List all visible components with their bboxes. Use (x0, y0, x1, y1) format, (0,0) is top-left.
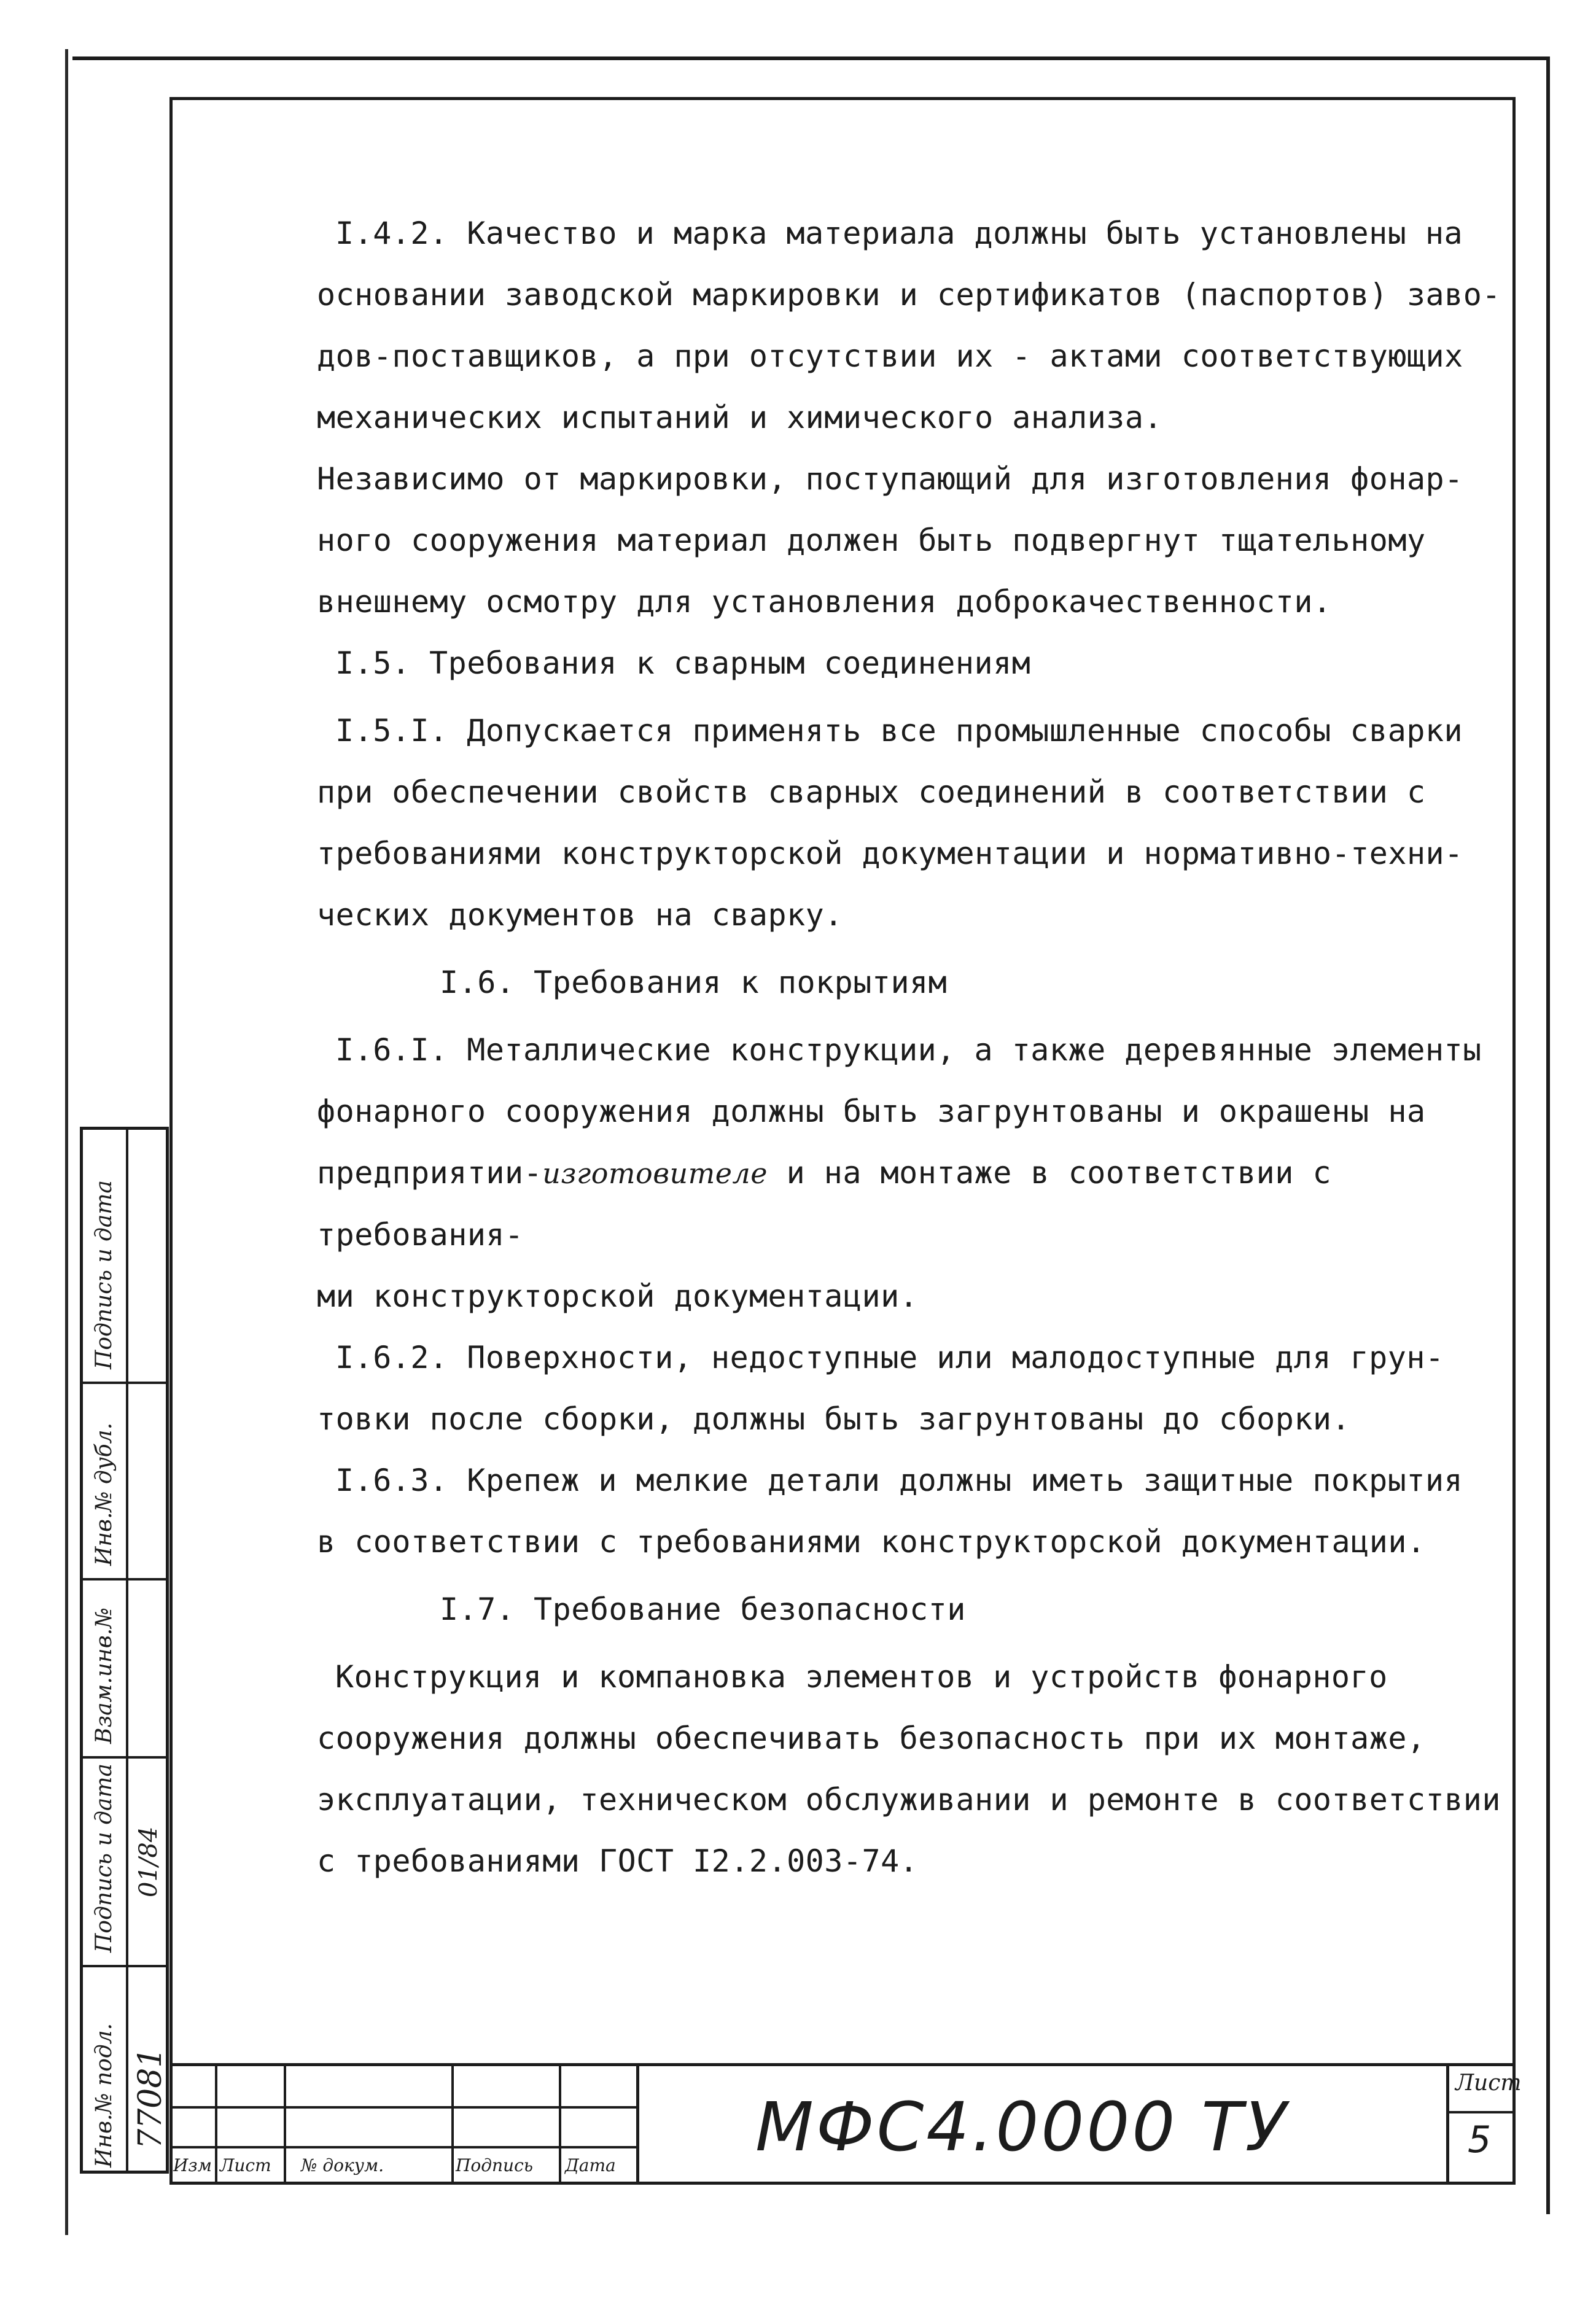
stamp-handwritten-date: 01/84 (134, 1826, 163, 1897)
stamp-orig-inv-value: 77081 (132, 2047, 169, 2149)
title-block-row-line (1446, 2111, 1516, 2113)
side-stamp (80, 1127, 169, 2174)
col-doc-no-label: № докум. (301, 2155, 384, 2175)
section-heading: I.6. Требования к покрытиям (440, 965, 948, 1000)
stamp-divider (126, 1130, 128, 2171)
stamp-interch-inv: Взам.инв.№ (91, 1607, 117, 1744)
text-fragment: предприятии- (317, 1155, 543, 1191)
col-signature-label: Подпись (456, 2155, 534, 2175)
stamp-dup-inv: Инв.№ дубл. (91, 1422, 117, 1566)
title-block-col-line (1446, 2063, 1449, 2185)
scan-edge (65, 49, 71, 2235)
section-heading: I.5. Требования к сварным соединениям (335, 645, 1031, 681)
title-block-col-line (284, 2063, 286, 2185)
handwritten-insert: изготовителе (542, 1157, 768, 1190)
col-change-label: Изм (173, 2155, 212, 2175)
text-line: дов-поставщиков, а при отсутствии их - актами соответствующих (317, 338, 1463, 374)
title-block-row-line (169, 2146, 636, 2148)
section-heading: I.7. Требование безопасности (440, 1592, 966, 1627)
stamp-cell-border (83, 1382, 166, 1384)
sheet-label: Лист (1455, 2070, 1522, 2096)
title-block-col-line (559, 2063, 561, 2185)
text-line: в соответствии с требованиями конструкторской документации. (317, 1524, 1426, 1560)
text-line: I.6.2. Поверхности, недоступные или малодоступные для грун- (335, 1340, 1444, 1375)
text-line: требованиями конструкторской документации и нормативно-техни- (317, 836, 1463, 871)
stamp-orig-inv: Инв.№ подл. (91, 2023, 117, 2167)
text-line: I.5.I. Допускается применять все промышленные способы сварки (335, 713, 1463, 748)
text-line: Конструкция и компановка элементов и устройств фонарного (335, 1659, 1388, 1695)
text-line: I.4.2. Качество и марка материала должны быть установлены на (335, 216, 1463, 251)
stamp-sign-date-2: Подпись и дата (91, 1763, 117, 1953)
text-line: основании заводской маркировки и сертификатов (паспортов) заво- (317, 277, 1501, 313)
stamp-cell-border (83, 1965, 166, 1967)
text-line: фонарного сооружения должны быть загрунтованы и окрашены на (317, 1094, 1426, 1129)
stamp-sign-date: Подпись и дата (91, 1180, 117, 1369)
text-line: товки после сборки, должны быть загрунтованы до сборки. (317, 1401, 1351, 1437)
title-block-col-line (451, 2063, 454, 2185)
text-line: ного сооружения материал должен быть подвергнут тщательному (317, 523, 1426, 558)
text-line: при обеспечении свойств сварных соединений в соответствии с (317, 774, 1426, 810)
stamp-cell-border (83, 1756, 166, 1759)
text-line: I.6.I. Металлические конструкции, а также деревянные элементы (335, 1032, 1482, 1068)
sheet-number: 5 (1468, 2118, 1492, 2161)
col-sheet-label: Лист (220, 2155, 271, 2175)
title-block-col-line (215, 2063, 217, 2185)
text-line: I.6.3. Крепеж и мелкие детали должны иметь защитные покрытия (335, 1463, 1463, 1498)
document-body (317, 203, 1502, 1892)
text-line: Независимо от маркировки, поступающий для изготовления фонар- (317, 461, 1463, 497)
text-line: механических испытаний и химического анализа. (317, 400, 1163, 435)
text-line: внешнему осмотру для установления доброкачественности. (317, 584, 1332, 620)
text-line: ческих документов на сварку. (317, 897, 843, 933)
text-line: ми конструкторской документации. (317, 1278, 919, 1314)
document-designation: МФС4.0000 ТУ (755, 2088, 1289, 2166)
title-block-row-line (169, 2106, 636, 2109)
col-date-label: Дата (565, 2155, 616, 2175)
text-line: с требованиями ГОСТ I2.2.003-74. (317, 1843, 919, 1879)
text-fragment: и на монтаже в соответствии с требования- (317, 1155, 1350, 1253)
text-line: сооружения должны обеспечивать безопасность при их монтаже, (317, 1720, 1426, 1756)
text-line: эксплуатации, техническом обслуживании и ремонте в соответствии (317, 1782, 1501, 1818)
text-line (317, 1142, 1502, 1265)
title-block-col-line (636, 2063, 639, 2185)
stamp-cell-border (83, 1578, 166, 1580)
